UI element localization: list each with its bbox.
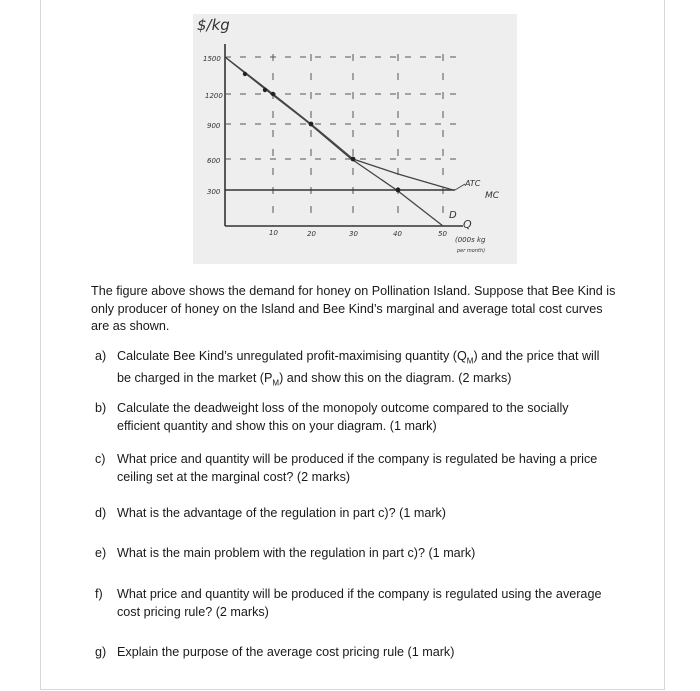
- vertical-gridlines: [273, 54, 443, 226]
- question-text: What is the main problem with the regulation in part c)? (1 mark): [117, 546, 476, 560]
- x-axis-label: Q: [463, 218, 472, 231]
- demand-cost-figure: [193, 14, 517, 264]
- question-text: What is the advantage of the regulation in part c)? (1 mark): [117, 506, 447, 520]
- question-text: What price and quantity will be produced if the company is regulated using the average cost pricing rule? (2 marks): [117, 587, 602, 619]
- mc-label: MC: [485, 191, 500, 201]
- question-e: [95, 545, 615, 563]
- atc-label: ATC: [465, 179, 481, 188]
- x-tick-label: 30: [349, 230, 358, 238]
- question-label: g): [95, 645, 107, 659]
- x-tick-label: 50: [438, 230, 447, 238]
- diagram-svg: [193, 14, 517, 264]
- x-tick-label: 10: [269, 229, 278, 237]
- question-f: [95, 586, 615, 621]
- question-b: [95, 400, 615, 435]
- x-tick-label: 40: [393, 230, 402, 238]
- question-label: e): [95, 546, 107, 560]
- question-c: [95, 451, 615, 486]
- question-label: f): [95, 587, 103, 601]
- y-tick-label: 300: [207, 188, 221, 196]
- y-tick-label: 900: [207, 122, 221, 130]
- x-axis-sublabel-2: per month): [457, 248, 486, 254]
- question-d: [95, 505, 615, 523]
- question-text: Explain the purpose of the average cost pricing rule (1 mark): [117, 645, 455, 659]
- intro-paragraph: The figure above shows the demand for honey on Pollination Island. Suppose that Bee Kind is only producer of honey on the Island and Bee Kind’s marginal and average total cost curves are as shown.: [91, 284, 616, 333]
- x-axis-sublabel: (000s kg: [455, 236, 486, 244]
- y-tick-label: 600: [207, 157, 221, 165]
- horizontal-gridlines: [225, 57, 458, 159]
- question-a: [95, 348, 615, 392]
- question-label: d): [95, 506, 107, 520]
- question-text: What price and quantity will be produced if the company is regulated be having a price ceiling set at the marginal cost? (2 marks): [117, 452, 598, 484]
- question-text: Calculate the deadweight loss of the monopoly outcome compared to the socially efficient quantity and show this on your diagram. (1 mark): [117, 401, 569, 433]
- question-label: c): [95, 452, 106, 466]
- question-label: a): [95, 349, 107, 363]
- x-tick-label: 20: [307, 230, 316, 238]
- question-g: [95, 644, 615, 662]
- demand-label: D: [449, 210, 457, 221]
- atc-pointer: [455, 184, 465, 190]
- question-label: b): [95, 401, 107, 415]
- question-text: Calculate Bee Kind’s unregulated profit-maximising quantity $(Q_M)$ and the price that will be charged in the market $(P_M)$ and show this on the diagram. (2 marks): [117, 349, 600, 388]
- y-tick-label: 1200: [205, 92, 223, 100]
- y-axis-label: $/kg: [197, 16, 230, 34]
- y-tick-label: 1500: [203, 55, 221, 63]
